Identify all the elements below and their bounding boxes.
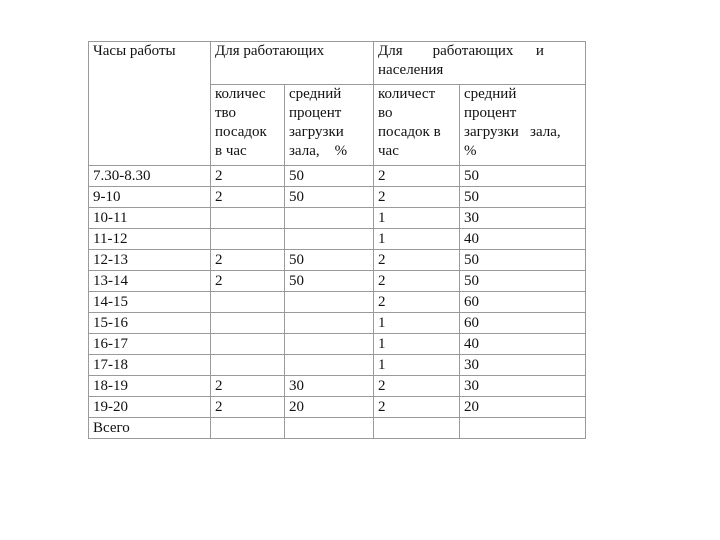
subheader-text: процент	[289, 105, 342, 121]
table-row	[89, 376, 586, 397]
cell-workers-count	[211, 355, 285, 376]
cell-workers-count	[211, 334, 285, 355]
table-row	[89, 271, 586, 292]
cell-workers-load	[285, 313, 374, 334]
subheader-text: в час	[215, 143, 247, 159]
cell-workers-load: 30	[285, 376, 374, 397]
header-hours-label: Часы работы	[93, 43, 176, 59]
cell-population-load: 50	[460, 187, 586, 208]
cell-workers-count	[211, 292, 285, 313]
cell-workers-load: 50	[285, 250, 374, 271]
cell-population-count: 1	[374, 229, 460, 250]
cell-population-load: 60	[460, 292, 586, 313]
cell-population-count: 2	[374, 250, 460, 271]
cell-population-load: 40	[460, 334, 586, 355]
subheader-population-load	[460, 85, 586, 166]
subheader-workers-load	[285, 85, 374, 166]
table-body	[89, 166, 586, 439]
cell-workers-load	[285, 292, 374, 313]
table-row	[89, 334, 586, 355]
cell-workers-load: 50	[285, 166, 374, 187]
header-hours	[89, 42, 211, 166]
table-row	[89, 208, 586, 229]
cell-population-load: 60	[460, 313, 586, 334]
cell-workers-load	[285, 229, 374, 250]
cell-population-count: 2	[374, 376, 460, 397]
cell-hours: 7.30-8.30	[89, 166, 211, 187]
cell-workers-count: 2	[211, 250, 285, 271]
cell-hours: 9-10	[89, 187, 211, 208]
cell-population-load: 30	[460, 355, 586, 376]
cell-population-count: 1	[374, 313, 460, 334]
header-workers-population	[374, 42, 586, 85]
cell-population-load: 30	[460, 376, 586, 397]
cell-workers-count: 2	[211, 376, 285, 397]
cell-hours: 16-17	[89, 334, 211, 355]
subheader-text: загрузки	[289, 124, 344, 140]
cell-population-count: 2	[374, 271, 460, 292]
cell-population-load: 50	[460, 166, 586, 187]
cell-workers-count	[211, 208, 285, 229]
subheader-text: средний	[289, 86, 342, 102]
cell-workers-count: 2	[211, 397, 285, 418]
cell-population-load: 50	[460, 250, 586, 271]
cell-workers-count: 2	[211, 271, 285, 292]
table-row	[89, 313, 586, 334]
cell-workers-load	[285, 418, 374, 439]
subheader-text: посадок в	[378, 124, 441, 140]
cell-workers-count: 2	[211, 166, 285, 187]
cell-population-count: 1	[374, 334, 460, 355]
table-header-row	[89, 42, 586, 85]
subheader-population-count	[374, 85, 460, 166]
cell-population-count: 2	[374, 166, 460, 187]
table-row	[89, 292, 586, 313]
subheader-text: количес	[215, 86, 266, 102]
work-hours-table	[88, 41, 586, 439]
header-workers-population-line2: населения	[378, 62, 444, 78]
subheader-text: количест	[378, 86, 436, 102]
cell-hours: Всего	[89, 418, 211, 439]
header-workers-population-line1: Для работающих и	[378, 43, 544, 59]
cell-hours: 13-14	[89, 271, 211, 292]
cell-population-load: 40	[460, 229, 586, 250]
table-row	[89, 397, 586, 418]
cell-workers-load: 20	[285, 397, 374, 418]
table-row	[89, 187, 586, 208]
cell-population-load: 20	[460, 397, 586, 418]
table-row	[89, 250, 586, 271]
subheader-text: процент	[464, 105, 517, 121]
cell-population-load: 50	[460, 271, 586, 292]
subheader-text: зала, %	[289, 143, 348, 159]
cell-population-count: 2	[374, 397, 460, 418]
cell-hours: 15-16	[89, 313, 211, 334]
subheader-text: загрузки зала,	[464, 124, 561, 140]
cell-hours: 17-18	[89, 355, 211, 376]
cell-population-count	[374, 418, 460, 439]
cell-workers-load: 50	[285, 271, 374, 292]
cell-hours: 19-20	[89, 397, 211, 418]
subheader-text: тво	[215, 105, 237, 121]
header-workers	[211, 42, 374, 85]
table-row	[89, 229, 586, 250]
table-row	[89, 355, 586, 376]
cell-population-count: 1	[374, 208, 460, 229]
cell-population-load	[460, 418, 586, 439]
cell-workers-count	[211, 313, 285, 334]
cell-workers-count	[211, 229, 285, 250]
subheader-text: %	[464, 143, 477, 159]
table-row	[89, 166, 586, 187]
cell-population-count: 2	[374, 292, 460, 313]
subheader-text: посадок	[215, 124, 267, 140]
cell-hours: 10-11	[89, 208, 211, 229]
header-workers-label: Для работающих	[215, 43, 325, 59]
subheader-workers-count	[211, 85, 285, 166]
cell-workers-count: 2	[211, 187, 285, 208]
subheader-text: час	[378, 143, 399, 159]
cell-population-count: 2	[374, 187, 460, 208]
subheader-text: во	[378, 105, 393, 121]
cell-population-count: 1	[374, 355, 460, 376]
cell-hours: 11-12	[89, 229, 211, 250]
cell-workers-load	[285, 355, 374, 376]
cell-population-load: 30	[460, 208, 586, 229]
cell-hours: 18-19	[89, 376, 211, 397]
cell-workers-count	[211, 418, 285, 439]
table-row	[89, 418, 586, 439]
cell-hours: 12-13	[89, 250, 211, 271]
cell-workers-load	[285, 334, 374, 355]
subheader-text: средний	[464, 86, 517, 102]
cell-workers-load	[285, 208, 374, 229]
cell-workers-load: 50	[285, 187, 374, 208]
cell-hours: 14-15	[89, 292, 211, 313]
